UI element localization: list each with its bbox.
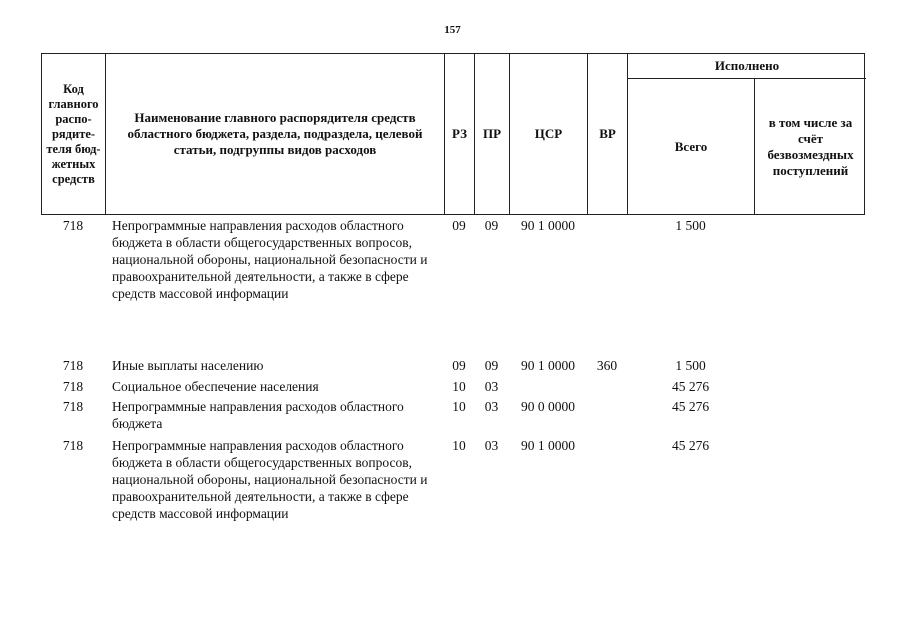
cell-code: 718 bbox=[62, 379, 84, 394]
cell-pr: 03 bbox=[484, 438, 499, 453]
header-incl-grants: в том числе за счёт безвозмездных поступлений bbox=[767, 114, 854, 178]
cell-rz: 09 bbox=[452, 218, 466, 233]
header-pr: ПР bbox=[475, 54, 510, 214]
header-total: Всего bbox=[628, 79, 755, 214]
cell-name: Социальное обеспечение населения bbox=[112, 379, 319, 394]
cell-total: 1 500 bbox=[675, 218, 706, 233]
header-executed: Исполнено bbox=[628, 54, 866, 79]
cell-name: Непрограммные направления расходов областного бюджета bbox=[112, 399, 404, 431]
cell-code: 718 bbox=[62, 218, 84, 233]
header-rz: РЗ bbox=[445, 54, 475, 214]
cell-pr: 03 bbox=[484, 379, 499, 394]
cell-csr: 90 1 0000 bbox=[521, 218, 575, 233]
cell-pr: 09 bbox=[484, 218, 499, 233]
cell-csr: 90 1 0000 bbox=[521, 438, 575, 453]
cell-pr: 09 bbox=[484, 358, 499, 373]
cell-csr: 90 0 0000 bbox=[521, 399, 575, 414]
cell-csr: 90 1 0000 bbox=[521, 358, 575, 373]
header-name: Наименование главного распорядителя средств областного бюджета, раздела, подраздела, целевой статьи, подгруппы видов расходов bbox=[106, 54, 445, 214]
cell-name: Непрограммные направления расходов областного бюджета в области общегосударственных вопросов, национальной обороны, национальной безопасности и правоохранительной деятельности, а также в сфере средств массовой информации bbox=[112, 438, 428, 521]
header-executed-group bbox=[628, 54, 866, 214]
cell-code: 718 bbox=[62, 358, 84, 373]
header-code: Код главного распо-рядите-теля бюд-жетных средств bbox=[42, 54, 106, 214]
cell-rz: 10 bbox=[452, 438, 466, 453]
cell-total: 1 500 bbox=[675, 358, 706, 373]
cell-code: 718 bbox=[62, 399, 84, 414]
cell-rz: 10 bbox=[452, 379, 466, 394]
cell-total: 45 276 bbox=[671, 399, 710, 414]
page-number: 157 bbox=[444, 24, 461, 36]
cell-rz: 09 bbox=[452, 358, 466, 373]
table-header bbox=[41, 53, 865, 215]
cell-name: Непрограммные направления расходов областного бюджета в области общегосударственных вопросов, национальной обороны, национальной безопасности и правоохранительной деятельности, а также в сфере средств массовой информации bbox=[112, 218, 428, 301]
cell-pr: 03 bbox=[484, 399, 499, 414]
cell-code: 718 bbox=[62, 438, 84, 453]
cell-rz: 10 bbox=[452, 399, 466, 414]
cell-vr: 360 bbox=[596, 358, 618, 373]
header-vr: ВР bbox=[588, 54, 628, 214]
cell-total: 45 276 bbox=[671, 379, 710, 394]
cell-total: 45 276 bbox=[671, 438, 710, 453]
header-csr: ЦСР bbox=[510, 54, 588, 214]
cell-name: Иные выплаты населению bbox=[112, 358, 264, 373]
